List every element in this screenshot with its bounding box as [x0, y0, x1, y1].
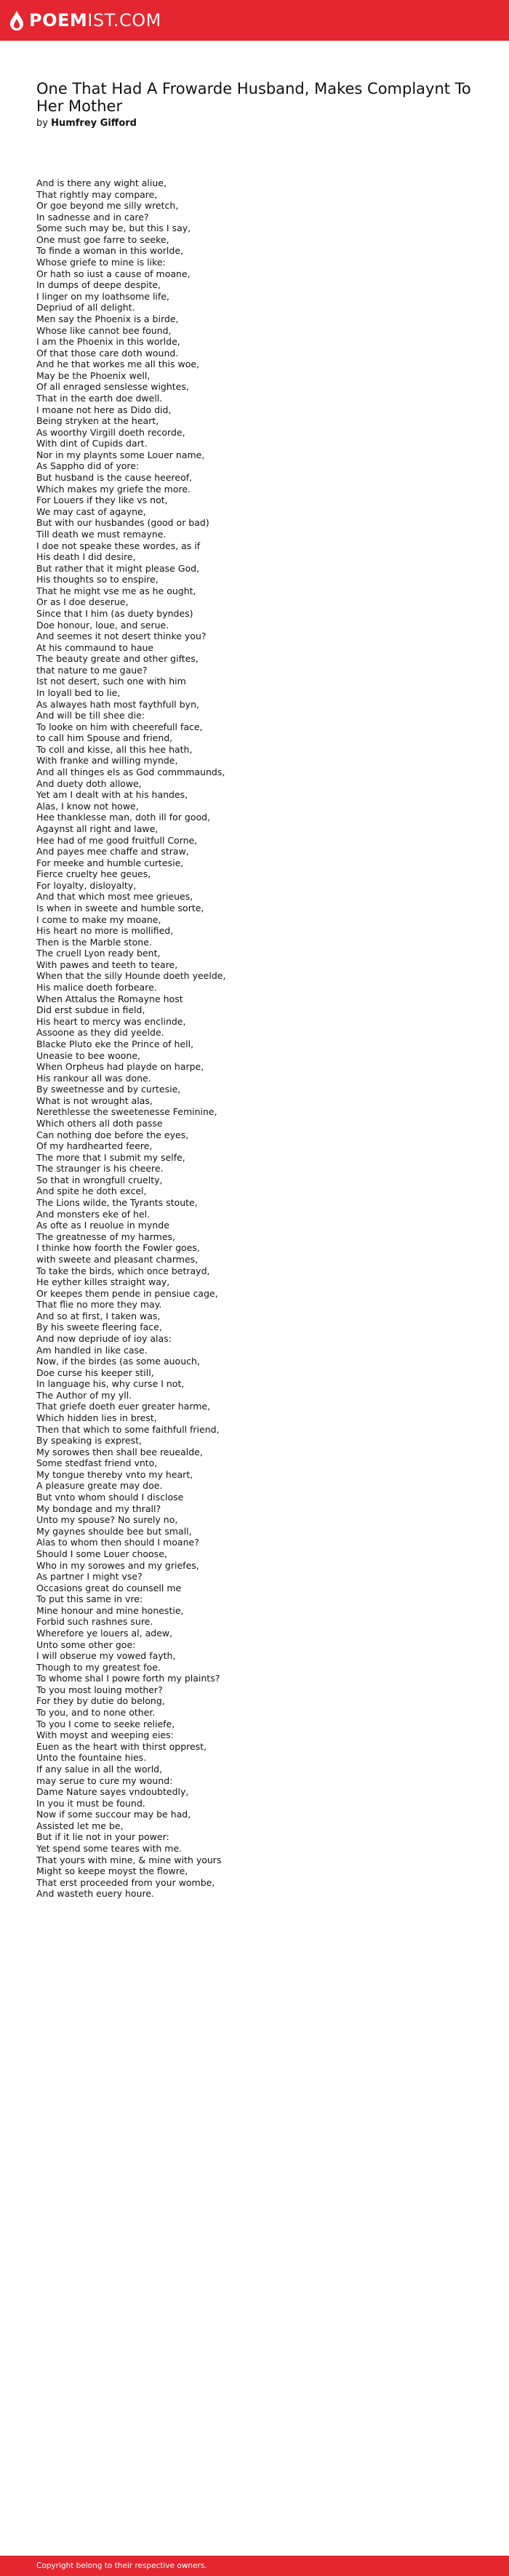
poem-line: A pleasure greate may doe. — [36, 1480, 163, 1492]
poem-line: Is when in sweete and humble sorte, — [36, 903, 204, 913]
poem-line: When that the silly Hounde doeth yeelde, — [36, 970, 226, 982]
poem-line: For meeke and humble curtesie, — [36, 857, 184, 868]
poem-line: Am handled in like case. — [36, 1344, 148, 1356]
poem-line: At his commaund to haue — [36, 641, 154, 653]
poem-line: That in the earth doe dwell. — [36, 392, 163, 404]
poem-line: As alwayes hath most faythfull byn, — [36, 698, 199, 710]
footer-bar — [0, 2556, 509, 2576]
poem-line: I linger on my loathsome life, — [36, 290, 169, 302]
poem-line: With franke and willing mynde, — [36, 755, 178, 767]
author-link[interactable]: Humfrey Gifford — [51, 118, 137, 129]
poem-line: Fierce cruelty hee geues, — [36, 868, 151, 880]
poem-line: And is there any wight aliue, — [36, 177, 167, 188]
poem-line: Unto some other goe: — [36, 1639, 136, 1650]
poem-line: And payes mee chaffe and straw, — [36, 846, 189, 857]
poem-line: Or hath so iust a cause of moane, — [36, 268, 191, 279]
poem-line: When Orpheus had playde on harpe, — [36, 1061, 204, 1073]
poem-line: The more that I submit my selfe, — [36, 1151, 185, 1163]
poem-line: Now if some succour may be had, — [36, 1809, 191, 1820]
poem-line: Which hidden lies in brest, — [36, 1412, 157, 1424]
poem-line: Alas, I know not howe, — [36, 800, 139, 812]
copyright-text: Copyright belong to their respective owners. — [36, 2561, 207, 2570]
poem-line: The Lions wilde, the Tyrants stoute, — [36, 1197, 198, 1209]
poem-line: To take the birds, which once betrayd, — [36, 1265, 210, 1276]
poem-line: But if it lie not in your power: — [36, 1831, 169, 1843]
poem-line: Euen as the heart with thirst opprest, — [36, 1740, 207, 1752]
poem-line: If any salue in all the world, — [36, 1763, 163, 1775]
poem-line: As woorthy Virgill doeth recorde, — [36, 426, 185, 438]
poem-line: In language his, why curse I not, — [36, 1378, 185, 1390]
poem-line: with sweete and pleasant charmes, — [36, 1253, 199, 1265]
poem-line: That flie no more they may. — [36, 1299, 162, 1311]
poem-line: Unto the fountaine hies. — [36, 1752, 147, 1764]
poem-line: Depriud of all delight. — [36, 302, 135, 313]
poem-line: Did erst subdue in field, — [36, 1004, 145, 1016]
poem-line: Though to my greatest foe. — [36, 1661, 161, 1673]
poem-line: Alas to whom then should I moane? — [36, 1537, 199, 1548]
poem-line: The straunger is his cheere. — [36, 1163, 164, 1175]
poem-line: Of my hardhearted feere, — [36, 1140, 153, 1152]
poem-line: Being stryken at the heart, — [36, 415, 159, 427]
poem-line: Uneasie to bee woone, — [36, 1049, 140, 1061]
poem-line: That he might vse me as he ought, — [36, 585, 196, 596]
poem-line: I am the Phoenix in this worlde, — [36, 336, 180, 348]
poem-line: That griefe doeth euer greater harme, — [36, 1401, 211, 1412]
poem-line: His heart no more is mollified, — [36, 925, 174, 937]
poem-line: For loyalty, disloyalty, — [36, 879, 137, 891]
poem-body — [36, 177, 473, 1900]
poem-line: What is not wrought alas, — [36, 1095, 153, 1106]
poem-line: Hee had of me good fruitfull Corne, — [36, 834, 198, 846]
site-name — [29, 10, 161, 31]
poem-line: By his sweete fleering face, — [36, 1321, 162, 1333]
poem-line: Assoone as they did yeelde. — [36, 1027, 164, 1039]
poem-line: may serue to cure my wound: — [36, 1775, 173, 1786]
poem-line: In sadnesse and in care? — [36, 211, 149, 223]
poem-line: Unto my spouse? No surely no, — [36, 1514, 178, 1526]
poem-line: But husband is the cause heereof, — [36, 472, 193, 484]
poem-line: Dame Nature sayes vndoubtedly, — [36, 1786, 189, 1798]
site-logo-link[interactable] — [9, 9, 161, 32]
poem-line: Can nothing doe before the eyes, — [36, 1129, 189, 1140]
poem-line: My tongue thereby vnto my heart, — [36, 1468, 193, 1480]
poem-line: Doe honour, loue, and serue. — [36, 619, 169, 631]
poem-line: To looke on him with cheerefull face, — [36, 721, 203, 732]
poem-line: And spite he doth excel, — [36, 1185, 147, 1197]
poem-line: Wherefore ye louers al, adew, — [36, 1628, 173, 1639]
poem-line: In dumps of deepe despite, — [36, 279, 161, 291]
poem-line: With moyst and weeping eies: — [36, 1729, 174, 1741]
poem-line: As partner I might vse? — [36, 1571, 143, 1583]
site-name-light: IST.COM — [87, 10, 161, 31]
poem-line: And will be till shee die: — [36, 710, 145, 721]
poem-line: With pawes and teeth to teare, — [36, 959, 178, 970]
poem-line: And all thinges els as God commmaunds, — [36, 767, 225, 778]
poem-line: That yours with mine, & mine with yours — [36, 1854, 222, 1865]
poem-line: As Sappho did of yore: — [36, 460, 140, 472]
poem-line: But with our husbandes (good or bad) — [36, 517, 209, 529]
poem-line: Nor in my playnts some Louer name, — [36, 449, 205, 460]
poem-line: Men say the Phoenix is a birde, — [36, 313, 179, 324]
poem-line: And that which most mee grieues, — [36, 891, 193, 903]
poem-line: Of that those care doth wound. — [36, 347, 179, 359]
poem-line: By sweetnesse and by curtesie, — [36, 1084, 181, 1095]
poem-line: My sorowes then shall bee reuealde, — [36, 1446, 203, 1457]
poem-line: Or keepes them pende in pensiue cage, — [36, 1287, 218, 1299]
poem-line: Some such may be, but this I say, — [36, 223, 191, 234]
poem-line: Nerethlesse the sweetenesse Feminine, — [36, 1106, 217, 1118]
poem-line: One must goe farre to seeke, — [36, 233, 169, 245]
top-navigation-bar — [0, 0, 509, 41]
poem-line: And monsters eke of hel. — [36, 1208, 151, 1220]
flame-drop-icon — [9, 10, 25, 31]
poem-line: We may cast of agayne, — [36, 505, 146, 517]
poem-line: To put this same in vre: — [36, 1593, 143, 1605]
poem-line: I doe not speake these wordes, as if — [36, 540, 201, 551]
poem-line: My gaynes shoulde bee but small, — [36, 1525, 192, 1537]
poem-line: Or as I doe deserue, — [36, 596, 129, 608]
poem-line: He eyther killes straight way, — [36, 1276, 170, 1288]
poem-line: Whose griefe to mine is like: — [36, 257, 166, 268]
poem-line: The cruell Lyon ready bent, — [36, 948, 161, 959]
poem-header — [36, 80, 473, 129]
poem-line: Yet spend some teares with me. — [36, 1842, 183, 1854]
poem-line: Who in my sorowes and my griefes, — [36, 1559, 199, 1571]
poem-title: One That Had A Frowarde Husband, Makes Complaynt To Her Mother — [36, 80, 471, 115]
poem-line: Blacke Pluto eke the Prince of hell, — [36, 1038, 194, 1049]
poem-line: His rankour all was done. — [36, 1072, 151, 1084]
poem-line: Assisted let me be, — [36, 1820, 124, 1831]
poem-line: By speaking is exprest, — [36, 1435, 142, 1447]
poem-line: That erst proceeded from your wombe, — [36, 1876, 215, 1888]
poem-line: I come to make my moane, — [36, 913, 161, 925]
poem-line: Some stedfast friend vnto, — [36, 1457, 158, 1469]
poem-line: With dint of Cupids dart. — [36, 438, 148, 449]
poem-line: His death I did desire, — [36, 551, 136, 563]
poem-line: But vnto whom should I disclose — [36, 1492, 184, 1503]
poem-line: Mine honour and mine honestie, — [36, 1604, 184, 1616]
poem-line: Of all enraged senslesse wightes, — [36, 381, 189, 393]
poem-line: To finde a woman in this worlde, — [36, 245, 183, 257]
poem-line: Might so keepe moyst the flowre, — [36, 1865, 188, 1877]
poem-line: And he that workes me all this woe, — [36, 359, 200, 370]
poem-line: When Attalus the Romayne host — [36, 993, 183, 1004]
poem-line: Occasions great do counsell me — [36, 1582, 182, 1593]
poem-line: That rightly may compare, — [36, 188, 158, 200]
poem-line: In you it must be found. — [36, 1797, 145, 1809]
poem-line: To whome shal I powre forth my plaints? — [36, 1673, 220, 1684]
poem-line: Should I some Louer choose, — [36, 1548, 167, 1559]
poem-line: And now depriude of ioy alas: — [36, 1332, 172, 1344]
poem-line: In loyall bed to lie, — [36, 687, 121, 699]
poem-line: Agaynst all right and lawe, — [36, 823, 159, 834]
poem-line: Which others all doth passe — [36, 1117, 163, 1129]
poem-line: Yet am I dealt with at his handes, — [36, 789, 188, 801]
poem-line: The beauty greate and other giftes, — [36, 653, 199, 665]
poem-line: To you, and to none other. — [36, 1707, 156, 1719]
poem-line: that nature to me gaue? — [36, 664, 148, 676]
poem-line: I will obserue my vowed fayth, — [36, 1650, 176, 1662]
poem-line: But rather that it might please God, — [36, 562, 200, 574]
poem-line: As ofte as I reuolue in mynde — [36, 1220, 169, 1231]
poem-line: Or goe beyond me silly wretch, — [36, 200, 179, 212]
byline-prefix: by — [36, 118, 48, 129]
poem-line: And wasteth euery houre. — [36, 1888, 154, 1900]
poem-line: My bondage and my thrall? — [36, 1503, 161, 1514]
poem-line: The greatnesse of my harmes, — [36, 1231, 175, 1242]
poem-line: The Author of my yll. — [36, 1389, 132, 1401]
poem-line: For they by dutie do belong, — [36, 1695, 165, 1707]
poem-line: To coll and kisse, all this hee hath, — [36, 743, 193, 755]
poem-line: Hee thanklesse man, doth ill for good, — [36, 812, 211, 823]
poem-line: I moane not here as Dido did, — [36, 404, 172, 415]
poem-line: Ist not desert, such one with him — [36, 676, 186, 687]
poem-line: Which makes my griefe the more. — [36, 483, 191, 495]
poem-line: To you most louing mother? — [36, 1684, 163, 1695]
poem-line: Forbid such rashnes sure. — [36, 1616, 153, 1628]
poem-line: And duety doth allowe, — [36, 777, 142, 789]
poem-line: His malice doeth forbeare. — [36, 982, 157, 993]
poem-line: And so at first, I taken was, — [36, 1310, 161, 1321]
poem-line: I thinke how foorth the Fowler goes, — [36, 1242, 200, 1254]
byline — [36, 118, 473, 129]
poem-line: To you I come to seeke reliefe, — [36, 1718, 175, 1729]
poem-line: Since that I him (as duety byndes) — [36, 607, 193, 619]
site-name-bold: POEM — [29, 10, 88, 31]
poem-line: Whose like cannot bee found, — [36, 324, 172, 336]
poem-line: Then that which to some faithfull friend, — [36, 1423, 220, 1435]
poem-line: His heart to mercy was enclinde, — [36, 1015, 186, 1027]
poem-line: And seemes it not desert thinke you? — [36, 631, 207, 642]
poem-line: May be the Phoenix well, — [36, 369, 151, 381]
poem-line: Now, if the birdes (as some auouch, — [36, 1356, 200, 1367]
poem-line: For Louers if they like vs not, — [36, 495, 168, 506]
poem-line: His thoughts so to enspire, — [36, 574, 159, 585]
poem-line: to call him Spouse and friend, — [36, 732, 173, 744]
poem-line: Doe curse his keeper still, — [36, 1367, 154, 1378]
poem-line: Till death we must remayne. — [36, 528, 167, 540]
poem-line: Then is the Marble stone. — [36, 936, 152, 948]
poem-line: So that in wrongfull cruelty, — [36, 1174, 163, 1185]
